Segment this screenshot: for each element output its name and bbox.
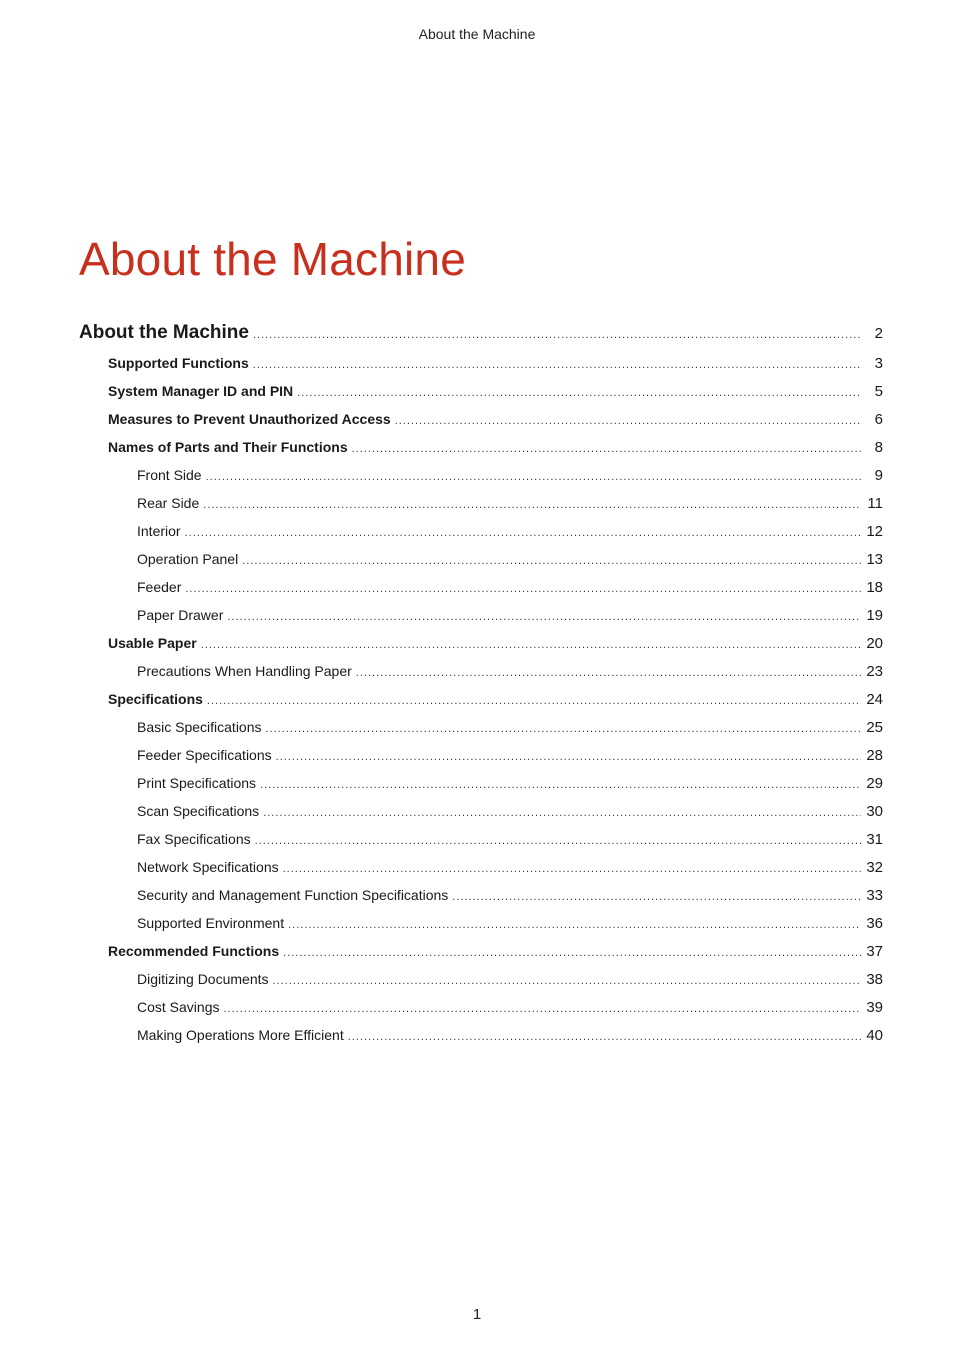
toc-entry[interactable] [137, 997, 883, 1017]
toc-leader-dots [356, 663, 861, 683]
toc-entry-page-number: 24 [866, 691, 883, 708]
toc-entry[interactable] [108, 633, 883, 653]
toc-entry-label: Cost Savings [137, 999, 220, 1015]
toc-entry-label: Supported Functions [108, 355, 249, 371]
toc-leader-dots [253, 323, 861, 347]
toc-leader-dots [276, 747, 861, 767]
toc-leader-dots [206, 467, 861, 487]
toc-entry[interactable] [137, 801, 883, 821]
toc-leader-dots [207, 691, 861, 711]
toc-entry-label: Network Specifications [137, 859, 279, 875]
toc-entry-label: Security and Management Function Specifications [137, 887, 449, 903]
toc-entry-label: Names of Parts and Their Functions [108, 439, 348, 455]
toc-entry-page-number: 37 [866, 943, 883, 960]
toc-leader-dots [223, 999, 861, 1019]
toc-entry[interactable] [137, 829, 883, 849]
toc-entry-label: Supported Environment [137, 915, 285, 931]
toc-leader-dots [273, 971, 862, 991]
toc-entry-label: About the Machine [79, 322, 249, 343]
toc-entry-page-number: 18 [866, 579, 883, 596]
toc-entry[interactable] [108, 409, 883, 429]
toc-entry-page-number: 28 [866, 747, 883, 764]
toc-entry-label: Scan Specifications [137, 803, 260, 819]
toc-entry-page-number: 2 [874, 325, 883, 342]
toc-leader-dots [348, 1027, 861, 1047]
toc-entry[interactable] [137, 857, 883, 877]
toc-leader-dots [283, 859, 861, 879]
toc-entry-page-number: 30 [866, 803, 883, 820]
toc-leader-dots [260, 775, 861, 795]
toc-entry[interactable] [79, 321, 883, 345]
toc-leader-dots [242, 551, 861, 571]
toc-leader-dots [227, 607, 861, 627]
toc-leader-dots [263, 803, 861, 823]
toc-entry-page-number: 33 [866, 887, 883, 904]
toc-entry-page-number: 6 [874, 411, 883, 428]
toc-entry-page-number: 38 [866, 971, 883, 988]
toc-entry-label: Print Specifications [137, 775, 257, 791]
toc-entry-page-number: 19 [866, 607, 883, 624]
toc-entry[interactable] [137, 913, 883, 933]
toc-entry-page-number: 29 [866, 775, 883, 792]
toc-entry-page-number: 36 [866, 915, 883, 932]
toc-leader-dots [255, 831, 861, 851]
toc-entry-page-number: 12 [866, 523, 883, 540]
toc-entry-label: Front Side [137, 467, 202, 483]
toc-leader-dots [253, 355, 861, 375]
toc-entry[interactable] [108, 941, 883, 961]
toc-entry[interactable] [137, 661, 883, 681]
toc-entry-label: Making Operations More Efficient [137, 1027, 344, 1043]
toc-entry[interactable] [137, 1025, 883, 1045]
toc-entry-label: Specifications [108, 691, 203, 707]
toc-leader-dots [288, 915, 861, 935]
toc-entry-label: Interior [137, 523, 181, 539]
toc-entry[interactable] [137, 605, 883, 625]
toc-entry-label: Rear Side [137, 495, 200, 511]
toc-leader-dots [185, 523, 861, 543]
toc-entry[interactable] [137, 493, 883, 513]
toc-entry-page-number: 40 [866, 1027, 883, 1044]
toc-entry-page-number: 8 [874, 439, 883, 456]
toc-leader-dots [297, 383, 861, 403]
toc-entry-label: Measures to Prevent Unauthorized Access [108, 411, 391, 427]
toc-entry-page-number: 23 [866, 663, 883, 680]
toc-entry[interactable] [137, 885, 883, 905]
toc-entry-page-number: 31 [866, 831, 883, 848]
toc-leader-dots [283, 943, 861, 963]
toc-entry[interactable] [137, 577, 883, 597]
toc-leader-dots [452, 887, 861, 907]
toc-entry[interactable] [108, 353, 883, 373]
toc-entry[interactable] [137, 773, 883, 793]
toc-leader-dots [203, 495, 861, 515]
toc-entry-label: System Manager ID and PIN [108, 383, 294, 399]
toc-entry-page-number: 11 [867, 495, 883, 512]
toc-entry-page-number: 32 [866, 859, 883, 876]
toc-entry-label: Precautions When Handling Paper [137, 663, 352, 679]
toc-entry-page-number: 39 [866, 999, 883, 1016]
toc-entry[interactable] [108, 437, 883, 457]
toc-leader-dots [266, 719, 861, 739]
toc-entry[interactable] [137, 521, 883, 541]
toc-entry[interactable] [137, 969, 883, 989]
toc-entry[interactable] [137, 717, 883, 737]
toc-leader-dots [185, 579, 861, 599]
toc-leader-dots [201, 635, 861, 655]
chapter-title: About the Machine [79, 233, 466, 285]
toc-entry[interactable] [108, 689, 883, 709]
toc-entry-label: Recommended Functions [108, 943, 280, 959]
toc-entry-label: Operation Panel [137, 551, 239, 567]
toc-entry[interactable] [137, 549, 883, 569]
toc-leader-dots [395, 411, 861, 431]
toc-entry[interactable] [108, 381, 883, 401]
toc-entry-label: Usable Paper [108, 635, 197, 651]
running-header: About the Machine [418, 26, 536, 42]
toc-entry-page-number: 20 [866, 635, 883, 652]
toc-entry-page-number: 25 [866, 719, 883, 736]
toc-entry-page-number: 3 [874, 355, 883, 372]
toc-entry-label: Feeder [137, 579, 182, 595]
toc-leader-dots [352, 439, 861, 459]
toc-entry-page-number: 5 [874, 383, 883, 400]
page-number: 1 [472, 1306, 482, 1323]
toc-entry-label: Paper Drawer [137, 607, 224, 623]
toc-entry[interactable] [137, 745, 883, 765]
toc-entry-label: Basic Specifications [137, 719, 262, 735]
toc-entry[interactable] [137, 465, 883, 485]
toc-entry-page-number: 13 [866, 551, 883, 568]
toc-entry-label: Feeder Specifications [137, 747, 272, 763]
toc-entry-label: Fax Specifications [137, 831, 251, 847]
toc-entry-label: Digitizing Documents [137, 971, 269, 987]
toc-entry-page-number: 9 [874, 467, 883, 484]
